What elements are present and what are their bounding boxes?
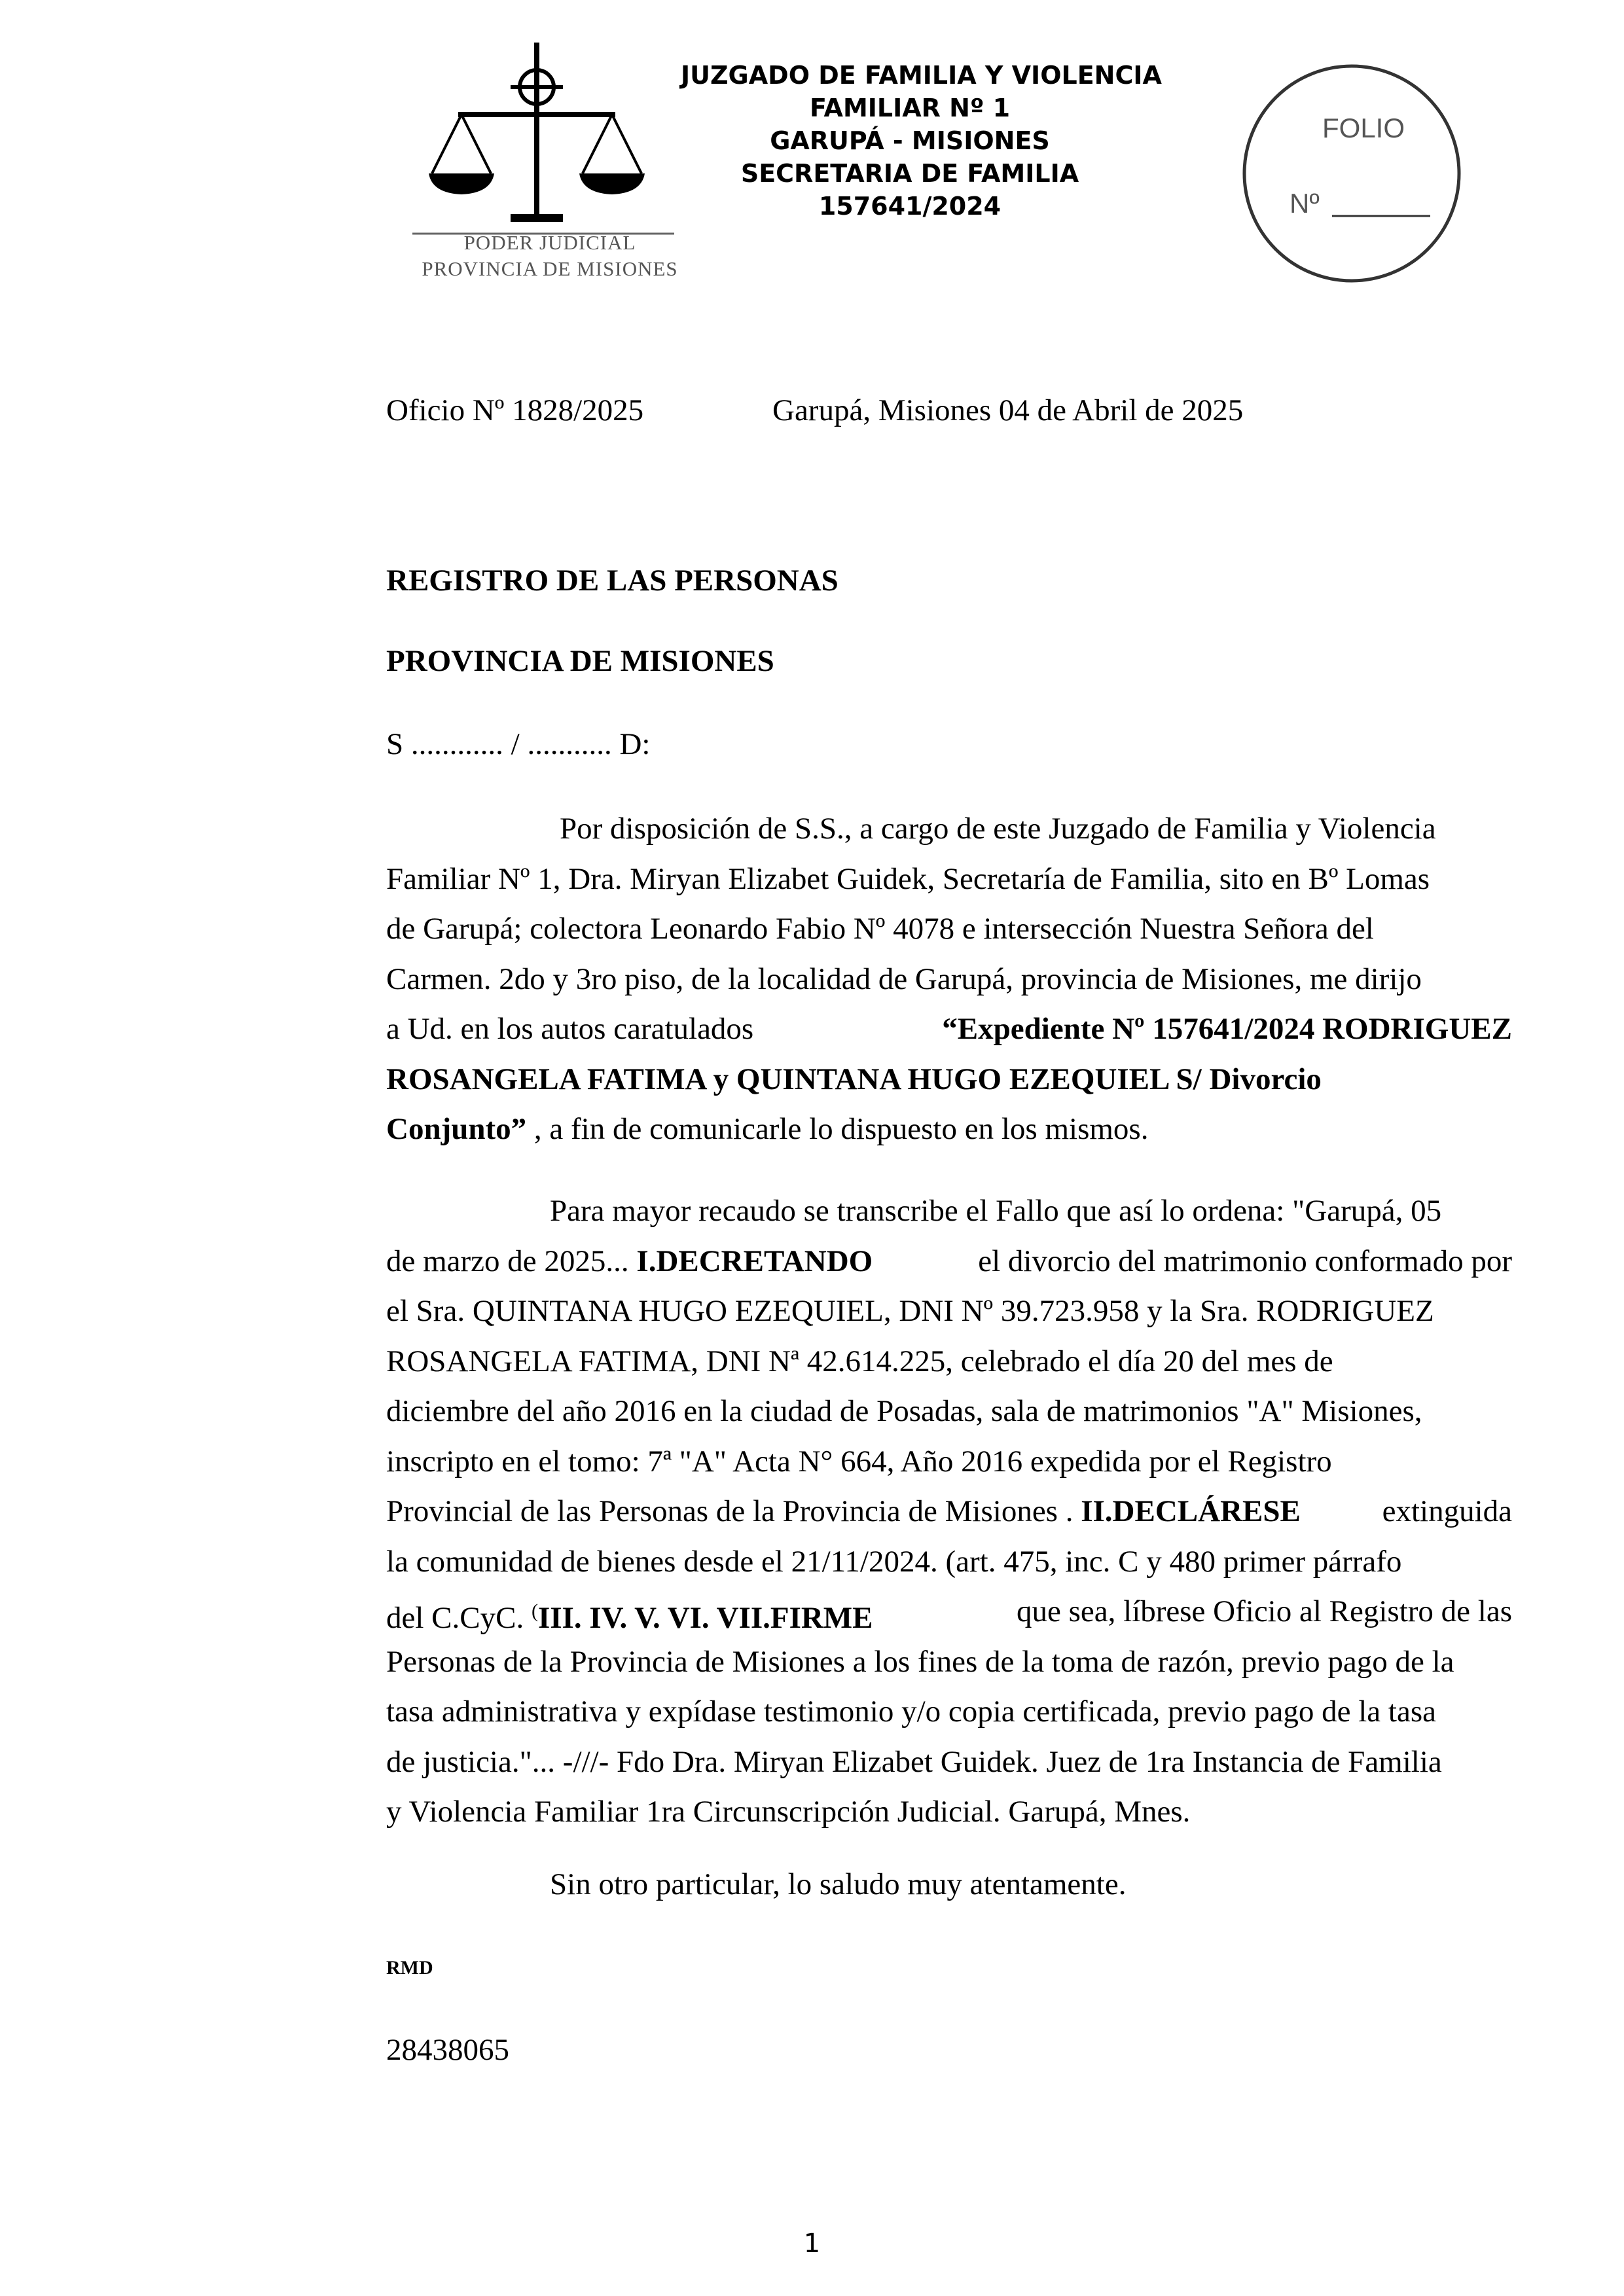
p2-line-1: Para mayor recaudo se transcribe el Fallo que así lo ordena: "Garupá, 05 [550, 1194, 1442, 1228]
court-line-4: SECRETARIA DE FAMILIA [740, 159, 1079, 188]
p2-line-12: de justicia."... -///- Fdo Dra. Miryan Elizabet Guidek. Juez de 1ra Instancia de Familia [386, 1744, 1442, 1779]
p1-line-5: a Ud. en los autos caratulados “Expediente Nº 157641/2024 RODRIGUEZ [386, 1012, 1512, 1046]
closing: Sin otro particular, lo saludo muy atentamente. [550, 1867, 1127, 1901]
p1-line-7: Conjunto” , a fin de comunicarle lo dispuesto en los mismos. [386, 1112, 1149, 1146]
folio-label: FOLIO [1322, 113, 1405, 143]
p2-line-6: inscripto en el tomo: 7ª "A" Acta N° 664, Año 2016 expedida por el Registro [386, 1444, 1332, 1479]
court-line-2: FAMILIAR Nº 1 [809, 94, 1011, 122]
p2-line-2: de marzo de 2025... I.DECRETANDO el divorcio del matrimonio conformado por [386, 1244, 1512, 1278]
p1-line-3: de Garupá; colectora Leonardo Fabio Nº 4078 e intersección Nuestra Señora del [386, 912, 1374, 946]
court-line-5: 157641/2024 [818, 192, 1001, 221]
p2-line-9: del C.CyC. (III. IV. V. VI. VII.FIRME que sea, líbrese Oficio al Registro de las [386, 1594, 1512, 1635]
p1-line-6: ROSANGELA FATIMA y QUINTANA HUGO EZEQUIEL S/ Divorcio [386, 1062, 1322, 1096]
logo-line-2: PROVINCIA DE MISIONES [422, 257, 678, 280]
initials: RMD [386, 1957, 433, 1979]
recipient-line-2: PROVINCIA DE MISIONES [386, 644, 774, 678]
p2-line-13: y Violencia Familiar 1ra Circunscripción Judicial. Garupá, Mnes. [386, 1795, 1191, 1829]
p2-line-10: Personas de la Provincia de Misiones a los fines de la toma de razón, previo pago de la [386, 1644, 1454, 1679]
oficio-number: Oficio Nº 1828/2025 [386, 393, 644, 427]
p2-line-4: ROSANGELA FATIMA, DNI Nª 42.614.225, celebrado el día 20 del mes de [386, 1344, 1333, 1378]
p1-line-4: Carmen. 2do y 3ro piso, de la localidad de Garupá, provincia de Misiones, me dirijo [386, 961, 1422, 996]
court-line-3: GARUPÁ - MISIONES [770, 126, 1050, 155]
recipient-line-1: REGISTRO DE LAS PERSONAS [386, 564, 839, 598]
court-header [681, 59, 1162, 223]
salutation: S ............ / ........... D: [386, 727, 651, 761]
logo-line-1: PODER JUDICIAL [463, 231, 636, 254]
p2-line-8: la comunidad de bienes desde el 21/11/2024. (art. 475, inc. C y 480 primer párrafo [386, 1544, 1402, 1579]
folio-stamp [1240, 62, 1463, 285]
p2-line-3: el Sra. QUINTANA HUGO EZEQUIEL, DNI Nº 39.723.958 y la Sra. RODRIGUEZ [386, 1294, 1434, 1328]
p1-line-2: Familiar Nº 1, Dra. Miryan Elizabet Guidek, Secretaría de Familia, sito en Bº Lomas [386, 861, 1430, 896]
poder-judicial-logo [412, 43, 687, 291]
reference-number: 28438065 [386, 2033, 509, 2067]
p2-line-11: tasa administrativa y expídase testimonio y/o copia certificada, previo pago de la tasa [386, 1695, 1436, 1729]
place-date: Garupá, Misiones 04 de Abril de 2025 [772, 393, 1244, 427]
court-line-1: JUZGADO DE FAMILIA Y VIOLENCIA [681, 61, 1162, 90]
page-number: 1 [803, 2229, 821, 2259]
p2-line-5: diciembre del año 2016 en la ciudad de Posadas, sala de matrimonios "A" Misiones, [386, 1394, 1422, 1428]
p2-line-7: Provincial de las Personas de la Provincia de Misiones . II.DECLÁRESE extinguida [386, 1494, 1512, 1528]
paragraph-2 [386, 1186, 1512, 1837]
paragraph-1 [386, 804, 1512, 1155]
p1-line-1: Por disposición de S.S., a cargo de este Juzgado de Familia y Violencia [560, 812, 1436, 846]
folio-number-label: Nº [1290, 188, 1320, 219]
